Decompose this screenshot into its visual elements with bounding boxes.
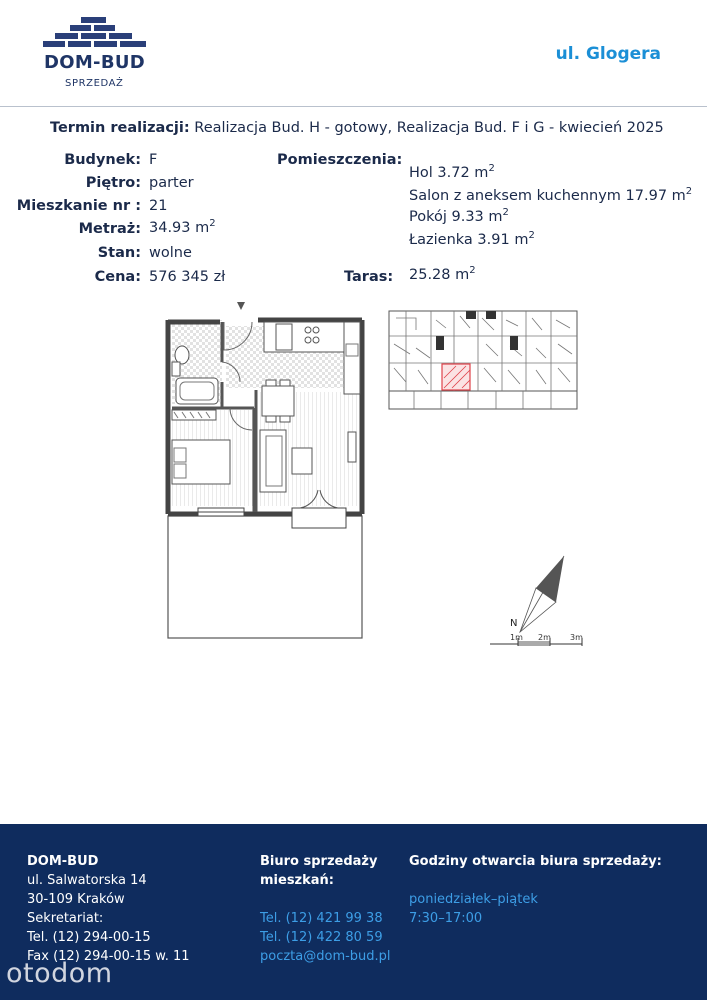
room-item: Hol 3.72 $m^2$ xyxy=(409,163,495,181)
hours-time: 7:30–17:00 xyxy=(409,911,483,926)
office-phone-link[interactable]: Tel. (12) 421 99 38 xyxy=(260,911,383,926)
address-line: ul. Salwatorska 14 xyxy=(27,873,147,888)
scale-tick-label: 2m xyxy=(538,633,551,642)
term-label: Termin realizacji: xyxy=(50,120,190,136)
address-line: 30-109 Kraków xyxy=(27,892,125,907)
company-fax: Fax (12) 294-00-15 w. 11 xyxy=(27,949,190,964)
scale-tick-label: 1m xyxy=(510,633,523,642)
room-item: Pokój 9.33 $m^2$ xyxy=(409,207,509,225)
brand-subtitle: SPRZEDAŻ xyxy=(65,78,124,89)
floor-plan xyxy=(160,300,370,640)
site-plan-map xyxy=(386,308,582,414)
price-label: Cena: xyxy=(94,269,141,285)
status-value: wolne xyxy=(149,245,192,261)
north-label: N xyxy=(510,618,518,629)
secretariat-label: Sekretariat: xyxy=(27,911,104,926)
header xyxy=(0,0,707,107)
building-value: F xyxy=(149,152,158,168)
hours-heading: Godziny otwarcia biura sprzedaży: xyxy=(409,854,662,869)
opening-hours xyxy=(409,852,662,928)
completion-term xyxy=(50,120,664,136)
scale-tick-label: 3m xyxy=(570,633,583,642)
company-phone: Tel. (12) 294-00-15 xyxy=(27,930,151,945)
apartment-label: Mieszkanie nr : xyxy=(16,198,141,214)
brand-name: DOM-BUD xyxy=(44,52,146,73)
office-email-link[interactable]: poczta@dom-bud.pl xyxy=(260,949,391,964)
sales-office xyxy=(260,852,391,966)
area-label: Metraż: xyxy=(78,221,141,237)
street-name: ul. Glogera xyxy=(555,44,661,64)
brick-logo-icon xyxy=(40,14,150,54)
floor-value: parter xyxy=(149,175,194,191)
price-value: 576 345 zł xyxy=(149,269,226,285)
hours-days: poniedziałek–piątek xyxy=(409,892,538,907)
term-value: Realizacja Bud. H - gotowy, Realizacja Bud. F i G - kwiecień 2025 xyxy=(194,120,664,136)
terrace-label: Taras: xyxy=(344,269,394,285)
entry-arrow-icon xyxy=(237,302,245,310)
room-item: Salon z aneksem kuchennym 17.97 $m^2$ xyxy=(409,186,693,204)
area-value: 34.93 $m^2$ xyxy=(149,218,216,236)
office-heading: mieszkań: xyxy=(260,873,334,888)
rooms-label: Pomieszczenia: xyxy=(277,152,403,168)
company-name: DOM-BUD xyxy=(27,854,99,869)
otodom-watermark: otodom xyxy=(6,958,113,989)
status-label: Stan: xyxy=(97,245,141,261)
room-item: Łazienka 3.91 $m^2$ xyxy=(409,230,535,248)
building-label: Budynek: xyxy=(64,152,141,168)
office-heading: Biuro sprzedaży xyxy=(260,854,378,869)
company-logo xyxy=(40,14,150,94)
apartment-value: 21 xyxy=(149,198,168,214)
company-contact xyxy=(27,852,190,966)
terrace-value: 25.28 $m^2$ xyxy=(409,265,476,283)
office-phone-link[interactable]: Tel. (12) 422 80 59 xyxy=(260,930,383,945)
compass-scale xyxy=(486,550,586,650)
floor-label: Piętro: xyxy=(85,175,141,191)
